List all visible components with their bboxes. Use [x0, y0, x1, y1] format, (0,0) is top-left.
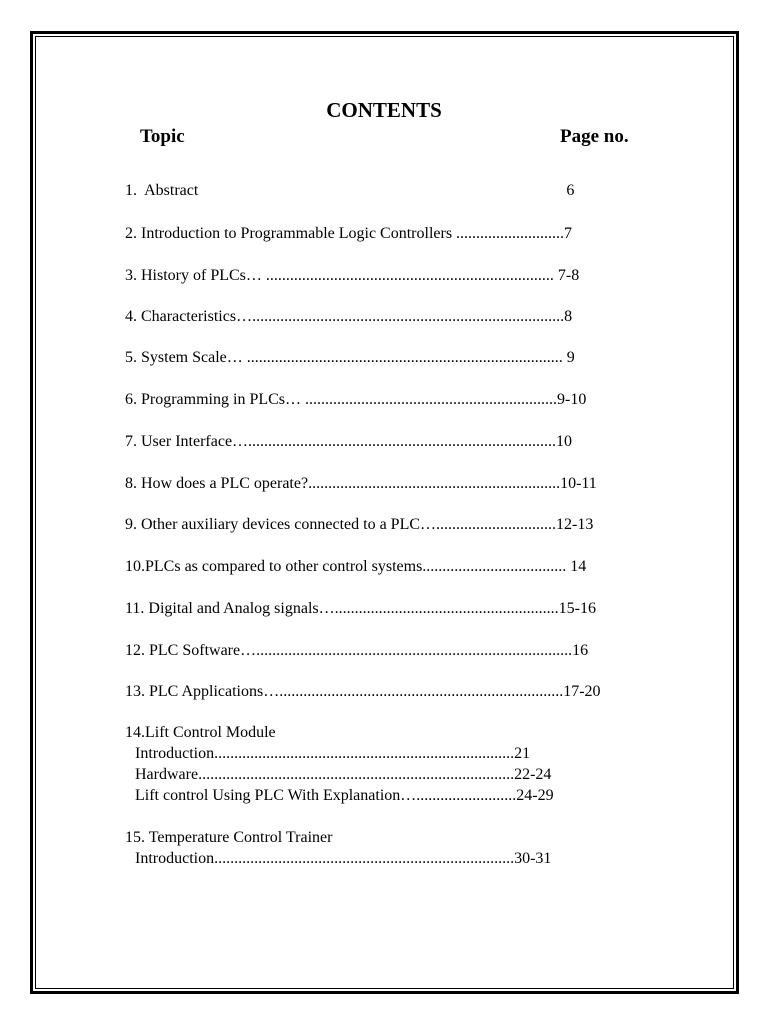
toc-entry-auxiliary-devices: 9. Other auxiliary devices connected to a PLC…..............................12-13 — [125, 516, 594, 533]
column-header-topic: Topic — [140, 126, 185, 147]
toc-entry-characteristics: 4. Characteristics…..............................................................................8 — [125, 308, 573, 325]
toc-entry-user-interface: 7. User Interface….............................................................................10 — [125, 433, 573, 450]
toc-entry-digital-analog: 11. Digital and Analog signals…........................................................15-16 — [125, 600, 596, 617]
toc-subentry-temperature-introduction: Introduction...........................................................................30-31 — [135, 850, 552, 867]
toc-entry-plc-software: 12. PLC Software…...............................................................................16 — [125, 642, 589, 659]
column-header-page-no: Page no. — [560, 126, 629, 147]
toc-entry-history: 3. History of PLCs… ........................................................................ 7-8 — [125, 267, 580, 284]
toc-subentry-lift-plc: Lift control Using PLC With Explanation….........................24-29 — [135, 787, 554, 804]
toc-entry-abstract: 1. Abstract 6 — [125, 182, 575, 199]
toc-entry-system-scale: 5. System Scale… ............................................................................... 9 — [125, 349, 575, 366]
toc-subentry-lift-hardware: Hardware...............................................................................22-24 — [135, 766, 552, 783]
toc-entry-plc-operate: 8. How does a PLC operate?...............................................................10-11 — [125, 475, 597, 492]
toc-section-lift-control: 14.Lift Control Module — [125, 724, 276, 741]
toc-section-temperature-control: 15. Temperature Control Trainer — [125, 829, 333, 846]
toc-entry-plc-applications: 13. PLC Applications….......................................................................17-20 — [125, 683, 601, 700]
toc-entry-introduction: 2. Introduction to Programmable Logic Controllers ...........................7 — [125, 225, 573, 242]
toc-entry-programming: 6. Programming in PLCs… ...............................................................9-10 — [125, 391, 587, 408]
page-title: CONTENTS — [326, 98, 442, 122]
toc-subentry-lift-introduction: Introduction...........................................................................21 — [135, 745, 531, 762]
toc-entry-plc-compared: 10.PLCs as compared to other control systems.................................... 14 — [125, 558, 587, 575]
